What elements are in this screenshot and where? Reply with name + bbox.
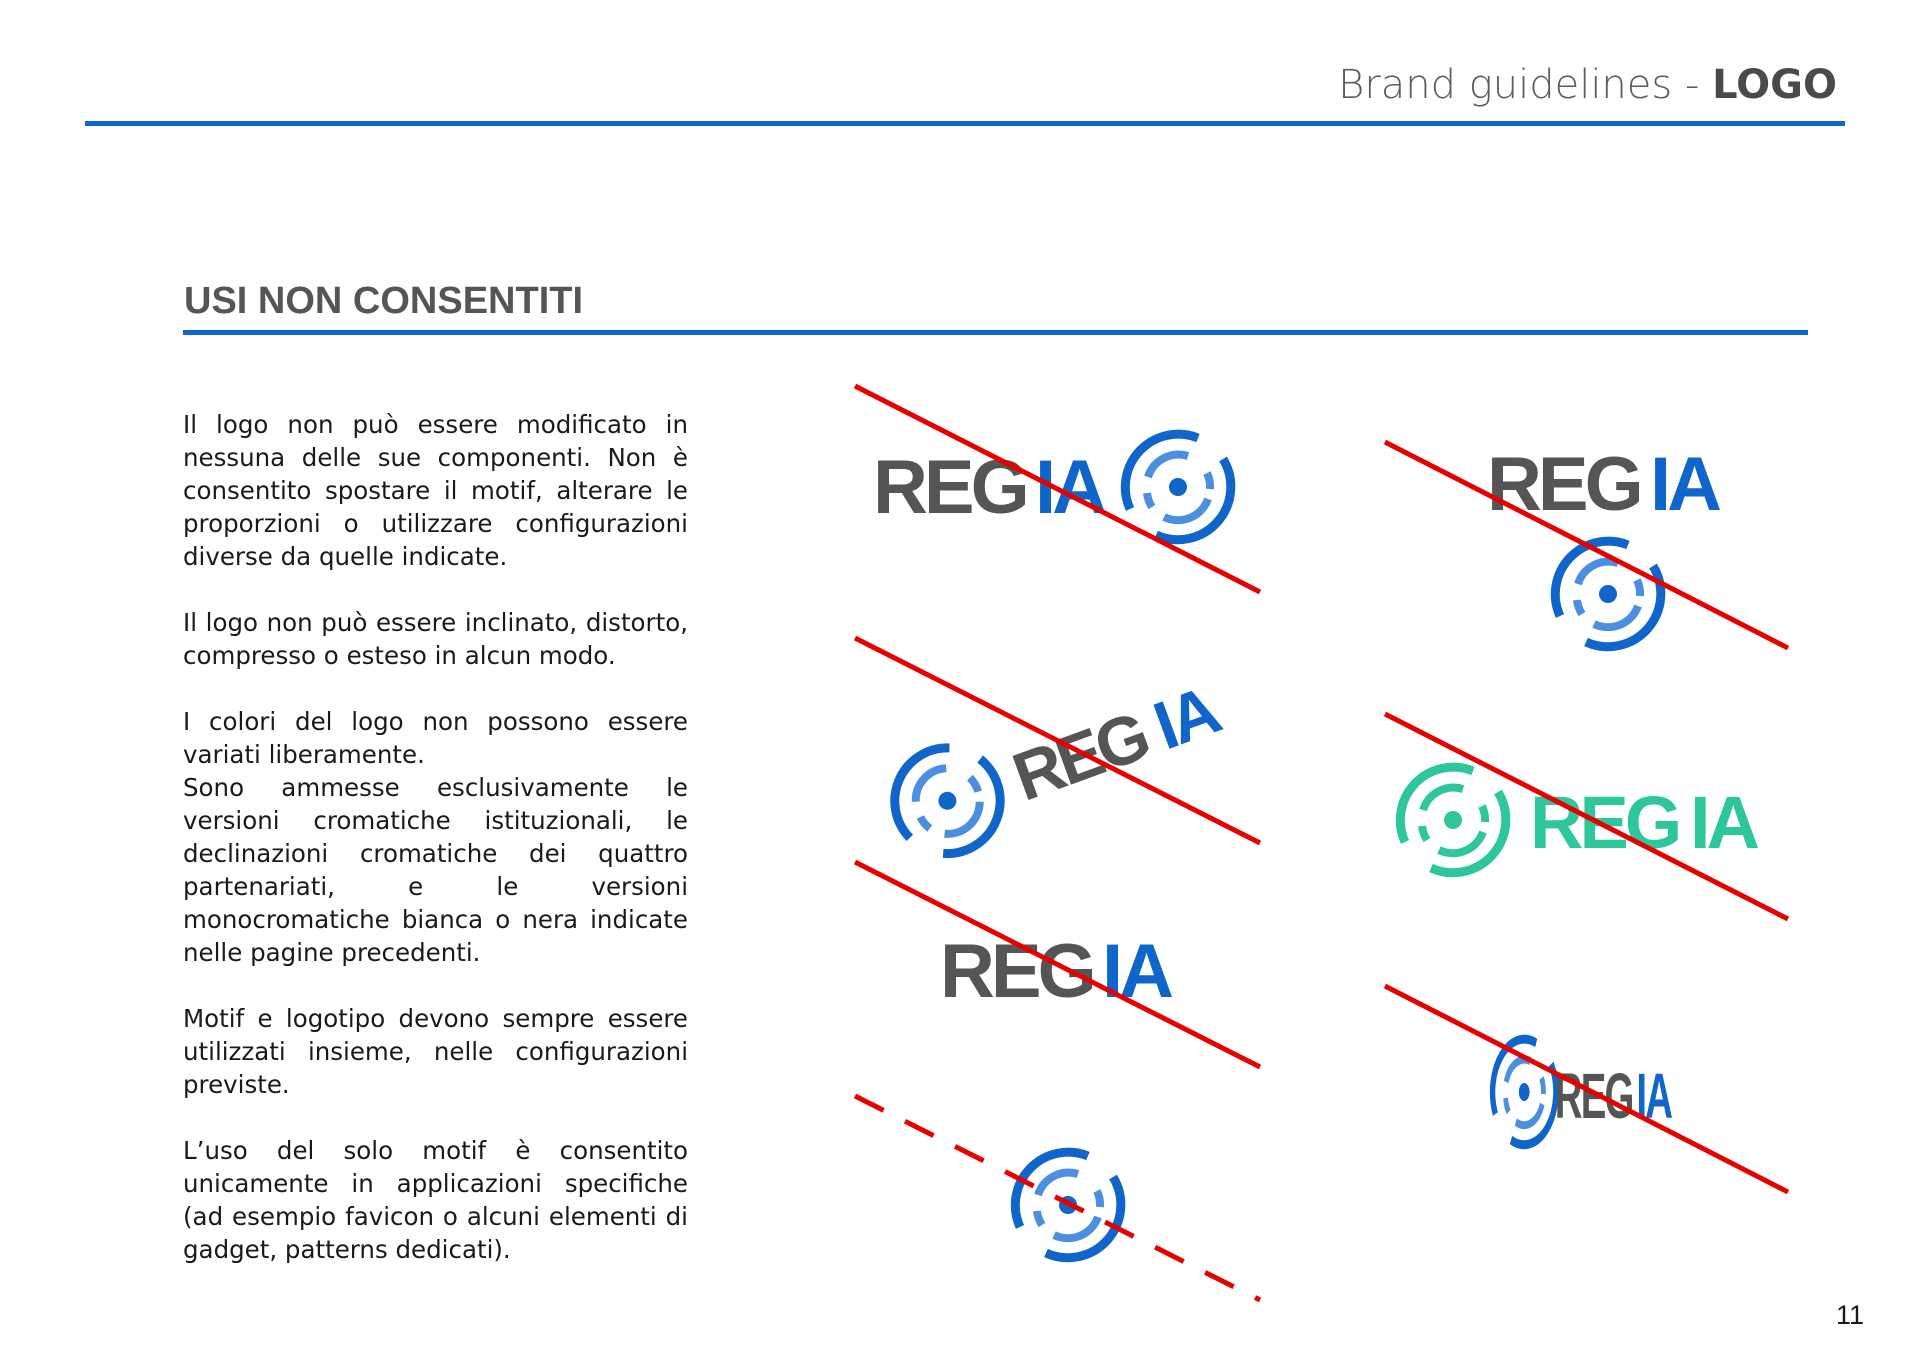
paragraph-motif-logotype: Motif e logotipo devono sempre essere utilizzati insieme, nelle configurazioni previste. — [183, 1004, 688, 1099]
wordmark-ia: IA — [1690, 781, 1756, 864]
paragraph-color-versions: Sono ammesse esclusivamente le versioni cromatiche istituzionali, le declinazioni cromatiche dei quattro partenariati, e le versioni monocromatiche bianca o nera indicate nelle pagine precedenti. — [183, 773, 688, 967]
logo-example-motif-only — [855, 1096, 1260, 1300]
wordmark-reg: REG — [1487, 442, 1640, 527]
logo-example-rotated — [855, 638, 1260, 868]
section-title: USI NON CONSENTITI — [184, 280, 584, 322]
wordmark-ia: IA — [1035, 445, 1103, 530]
logo-example-no-motif — [855, 862, 1260, 1067]
paragraph-modification: Il logo non può essere modificato in nessuna delle sue componenti. Non è consentito spostare il motif, alterare le proporzioni o utilizzare configurazioni diverse da quelle indicate. — [183, 410, 688, 571]
paragraph-motif-only: L’uso del solo motif è consentito unicamente in applicazioni specifiche (ad esempio favicon o alcuni elementi di gadget, patterns dedicati). — [183, 1136, 688, 1264]
wordmark-ia: IA — [1144, 672, 1227, 765]
paragraph-distortion: Il logo non può essere inclinato, distorto, compresso o esteso in alcun modo. — [183, 608, 688, 670]
wordmark-reg: REG — [1554, 1061, 1633, 1133]
wordmark-reg: REG — [873, 445, 1026, 530]
dashed-strike-line — [855, 1096, 1260, 1300]
strike-line — [855, 862, 1260, 1067]
motif-icon — [1400, 767, 1506, 872]
paragraph-colors: I colori del logo non possono essere variati liberamente. — [183, 707, 688, 769]
motif-icon — [880, 733, 1015, 868]
header-title-light: Brand guidelines - — [1338, 62, 1713, 108]
header-title-bold: LOGO — [1712, 62, 1837, 108]
strike-line — [1385, 986, 1788, 1192]
wordmark-ia: IA — [1636, 1061, 1672, 1133]
wordmark-ia: IA — [1102, 929, 1170, 1014]
wordmark-reg: REG — [1530, 781, 1679, 864]
logo-example-motif-right — [855, 386, 1260, 592]
logo-example-wrong-color — [1385, 714, 1788, 919]
wordmark-reg: REG — [940, 929, 1093, 1014]
logo-example-compressed — [1385, 986, 1788, 1192]
page-number: 11 — [1836, 1300, 1865, 1330]
wordmark-ia: IA — [1650, 442, 1718, 527]
logo-example-motif-below — [1385, 442, 1788, 648]
wordmark-reg: REG — [1003, 697, 1157, 816]
motif-icon — [1125, 434, 1231, 539]
